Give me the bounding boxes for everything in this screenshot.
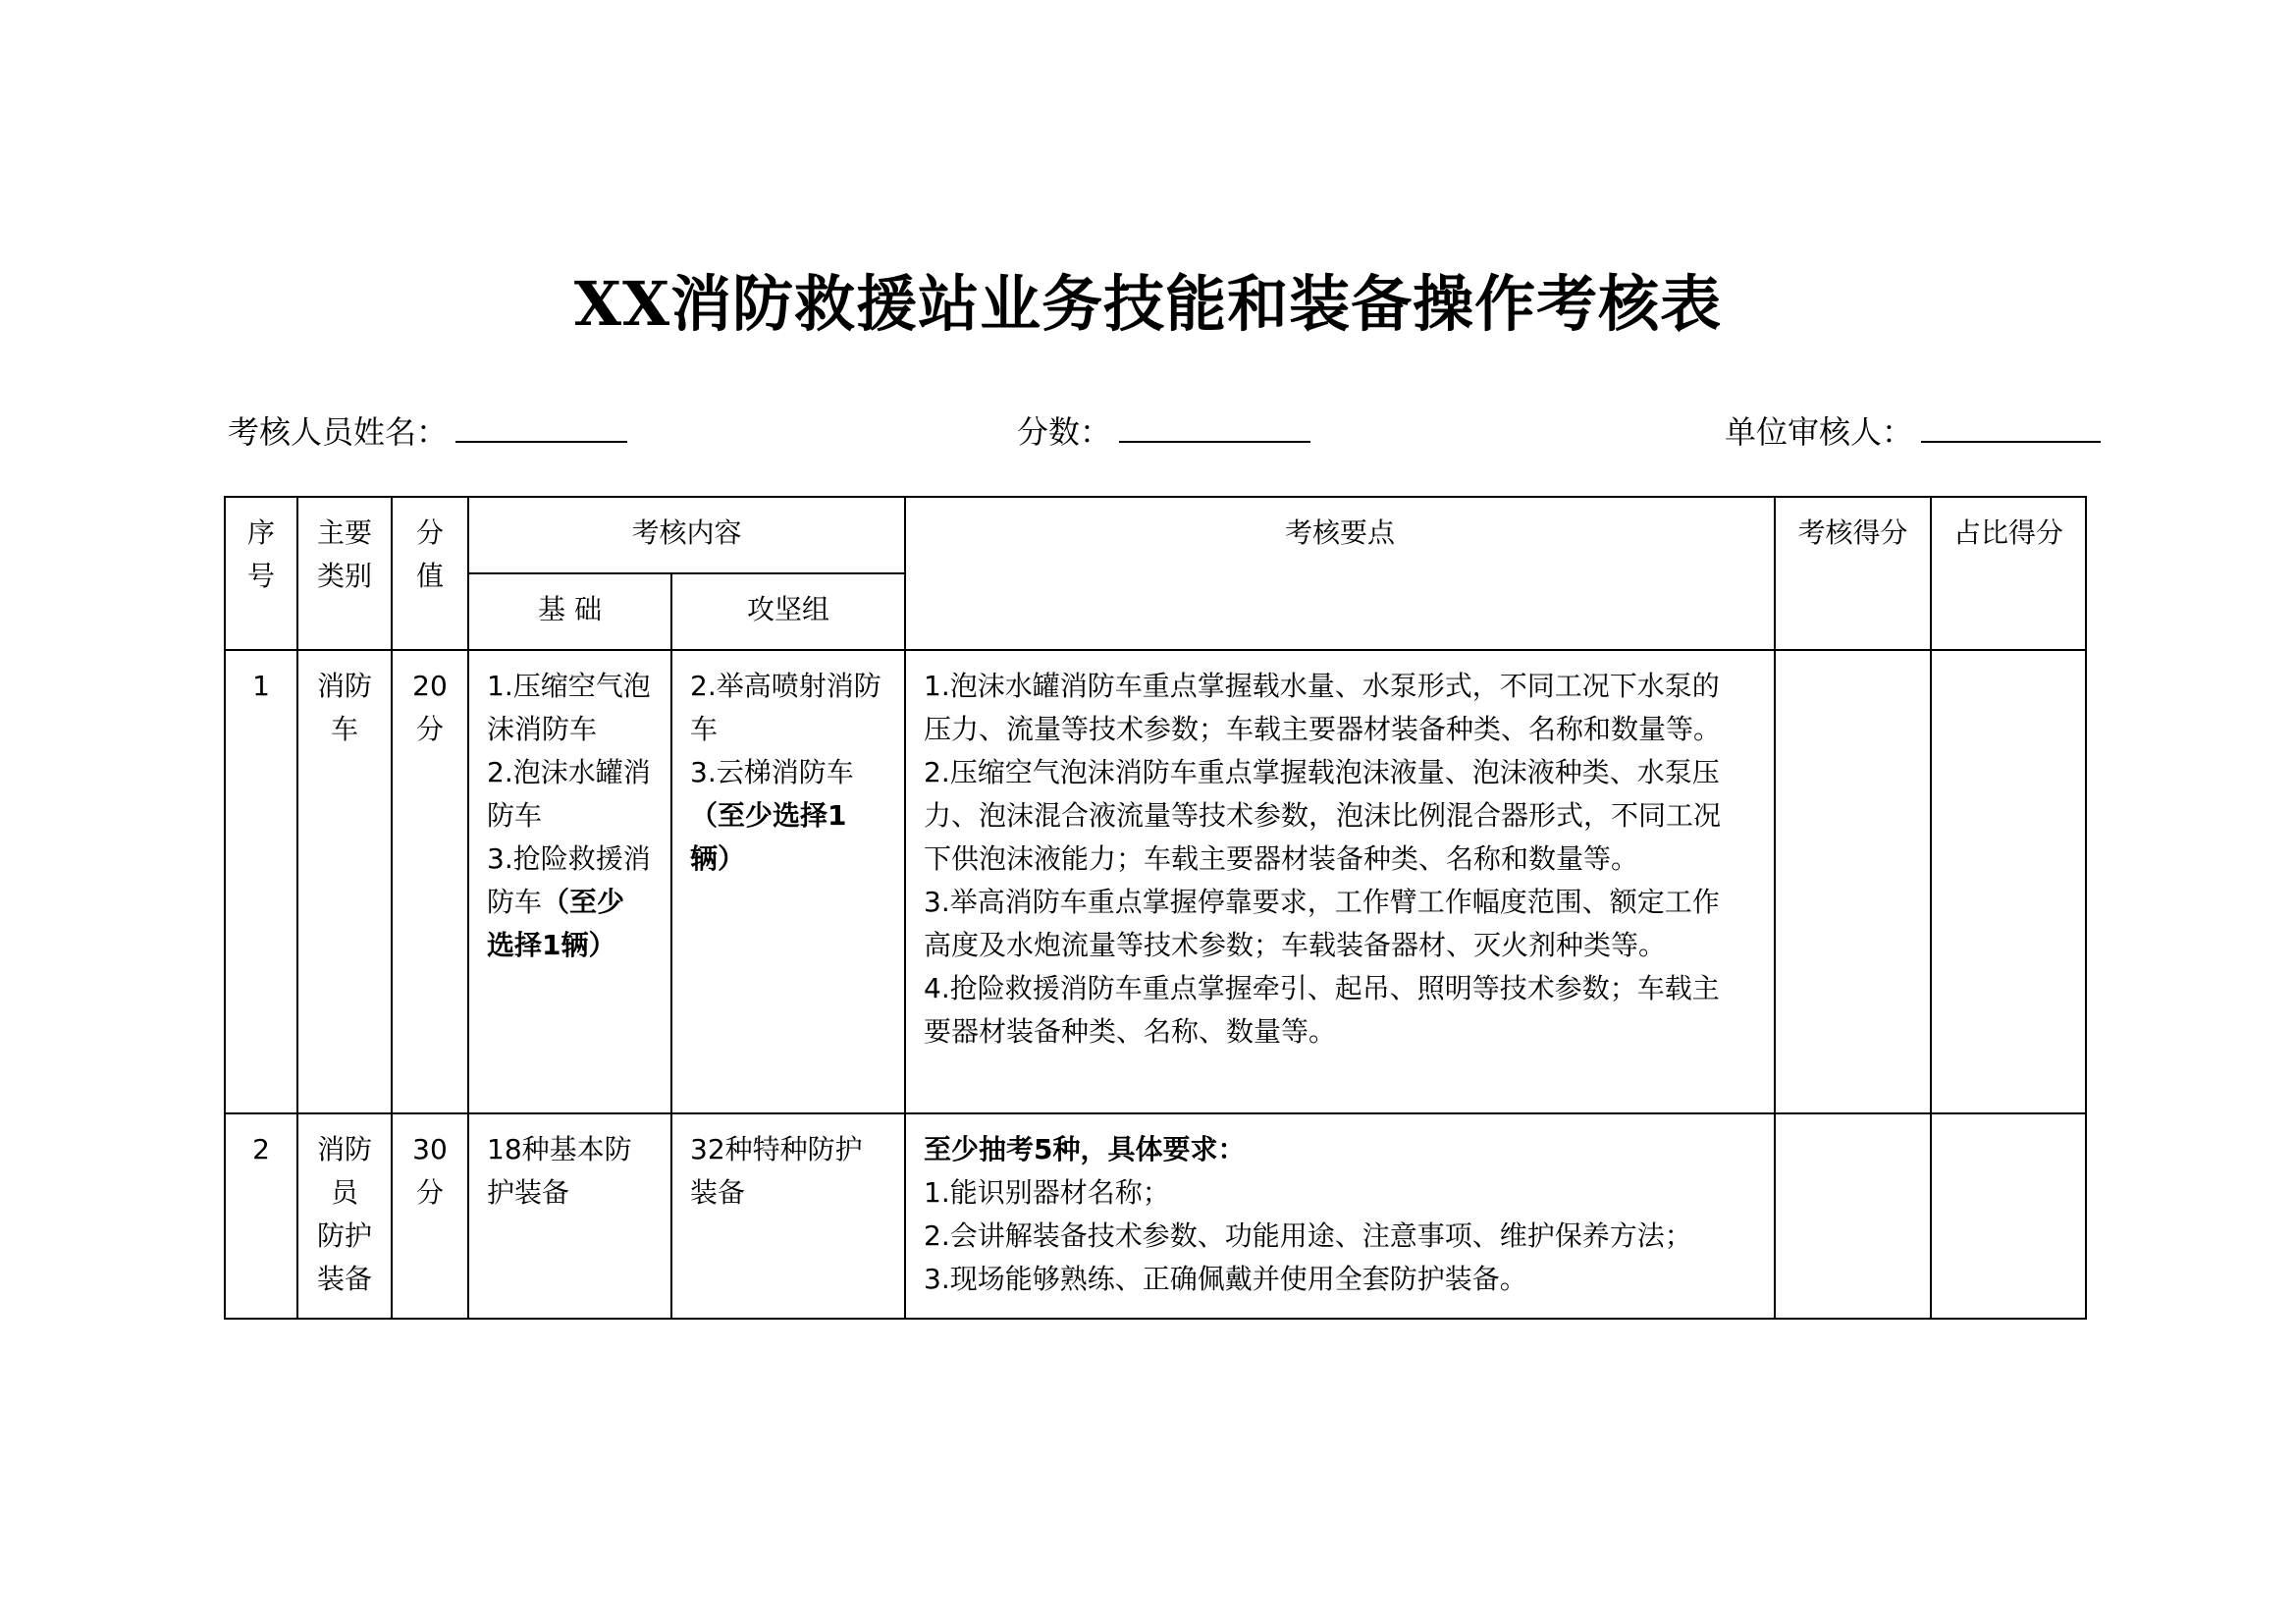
row-basic-content: 18种基本防 护装备 [468,1113,671,1319]
examinee-name-blank[interactable] [455,411,627,443]
header-category: 主要 类别 [297,497,392,650]
reviewer-field [1725,410,2101,454]
score-field [1017,410,1310,454]
header-advanced: 攻坚组 [671,573,905,650]
header-basic: 基 础 [468,573,671,650]
header-weighted-score: 占比得分 [1931,497,2086,650]
header-seq: 序 号 [225,497,297,650]
examinee-name-field [228,410,627,454]
row-category: 消防 车 [297,650,392,1113]
row-weighted-score-cell[interactable] [1931,650,2086,1113]
row-weighted-score-cell[interactable] [1931,1113,2086,1319]
table-row [225,1113,2086,1319]
row-category: 消防 员 防护 装备 [297,1113,392,1319]
header-points: 分 值 [392,497,468,650]
row-seq: 1 [225,650,297,1113]
page-title: XX消防救援站业务技能和装备操作考核表 [573,268,1723,340]
row-score-cell[interactable] [1775,1113,1931,1319]
header-content: 考核内容 [468,497,905,573]
reviewer-label: 单位审核人： [1725,413,1914,451]
row-basic-content: 1.压缩空气泡 沫消防车 2.泡沫水罐消 防车 3.抢险救援消 防车（至少 选择1辆） [468,650,671,1113]
examinee-name-label: 考核人员姓名： [228,413,449,451]
row-advanced-content: 32种特种防护 装备 [671,1113,905,1319]
row-advanced-content: 2.举高喷射消防 车 3.云梯消防车 （至少选择1 辆） [671,650,905,1113]
table-row [225,650,2086,1113]
header-key-points: 考核要点 [905,497,1775,650]
row-key-points: 至少抽考5种，具体要求： 1.能识别器材名称； 2.会讲解装备技术参数、功能用途、注意事项、维护保养方法； 3.现场能够熟练、正确佩戴并使用全套防护装备。 [905,1113,1775,1319]
header-score: 考核得分 [1775,497,1931,650]
assessment-table [224,496,2087,1320]
row-points: 20 分 [392,650,468,1113]
row-points: 30 分 [392,1113,468,1319]
row-key-points: 1.泡沫水罐消防车重点掌握载水量、水泵形式，不同工况下水泵的 压力、流量等技术参数；车载主要器材装备种类、名称和数量等。 2.压缩空气泡沫消防车重点掌握载泡沫液量、泡沫液种类、水泵压 力、泡沫混合液流量等技术参数，泡沫比例混合器形式，不同工况 下供泡沫液能力；车载主要器材装备种类、名称和数量等。 3.举高消防车重点掌握停靠要求，工作臂工作幅度范围、额定工作 高度及水炮流量等技术参数；车载装备器材、灭火剂种类等。 4.抢险救援消防车重点掌握牵引、起吊、照明等技术参数；车载主 要器材装备种类、名称、数量等。 [905,650,1775,1113]
reviewer-blank[interactable] [1921,411,2101,443]
row-seq: 2 [225,1113,297,1319]
score-label: 分数： [1017,413,1112,451]
row-score-cell[interactable] [1775,650,1931,1113]
score-blank[interactable] [1119,411,1310,443]
